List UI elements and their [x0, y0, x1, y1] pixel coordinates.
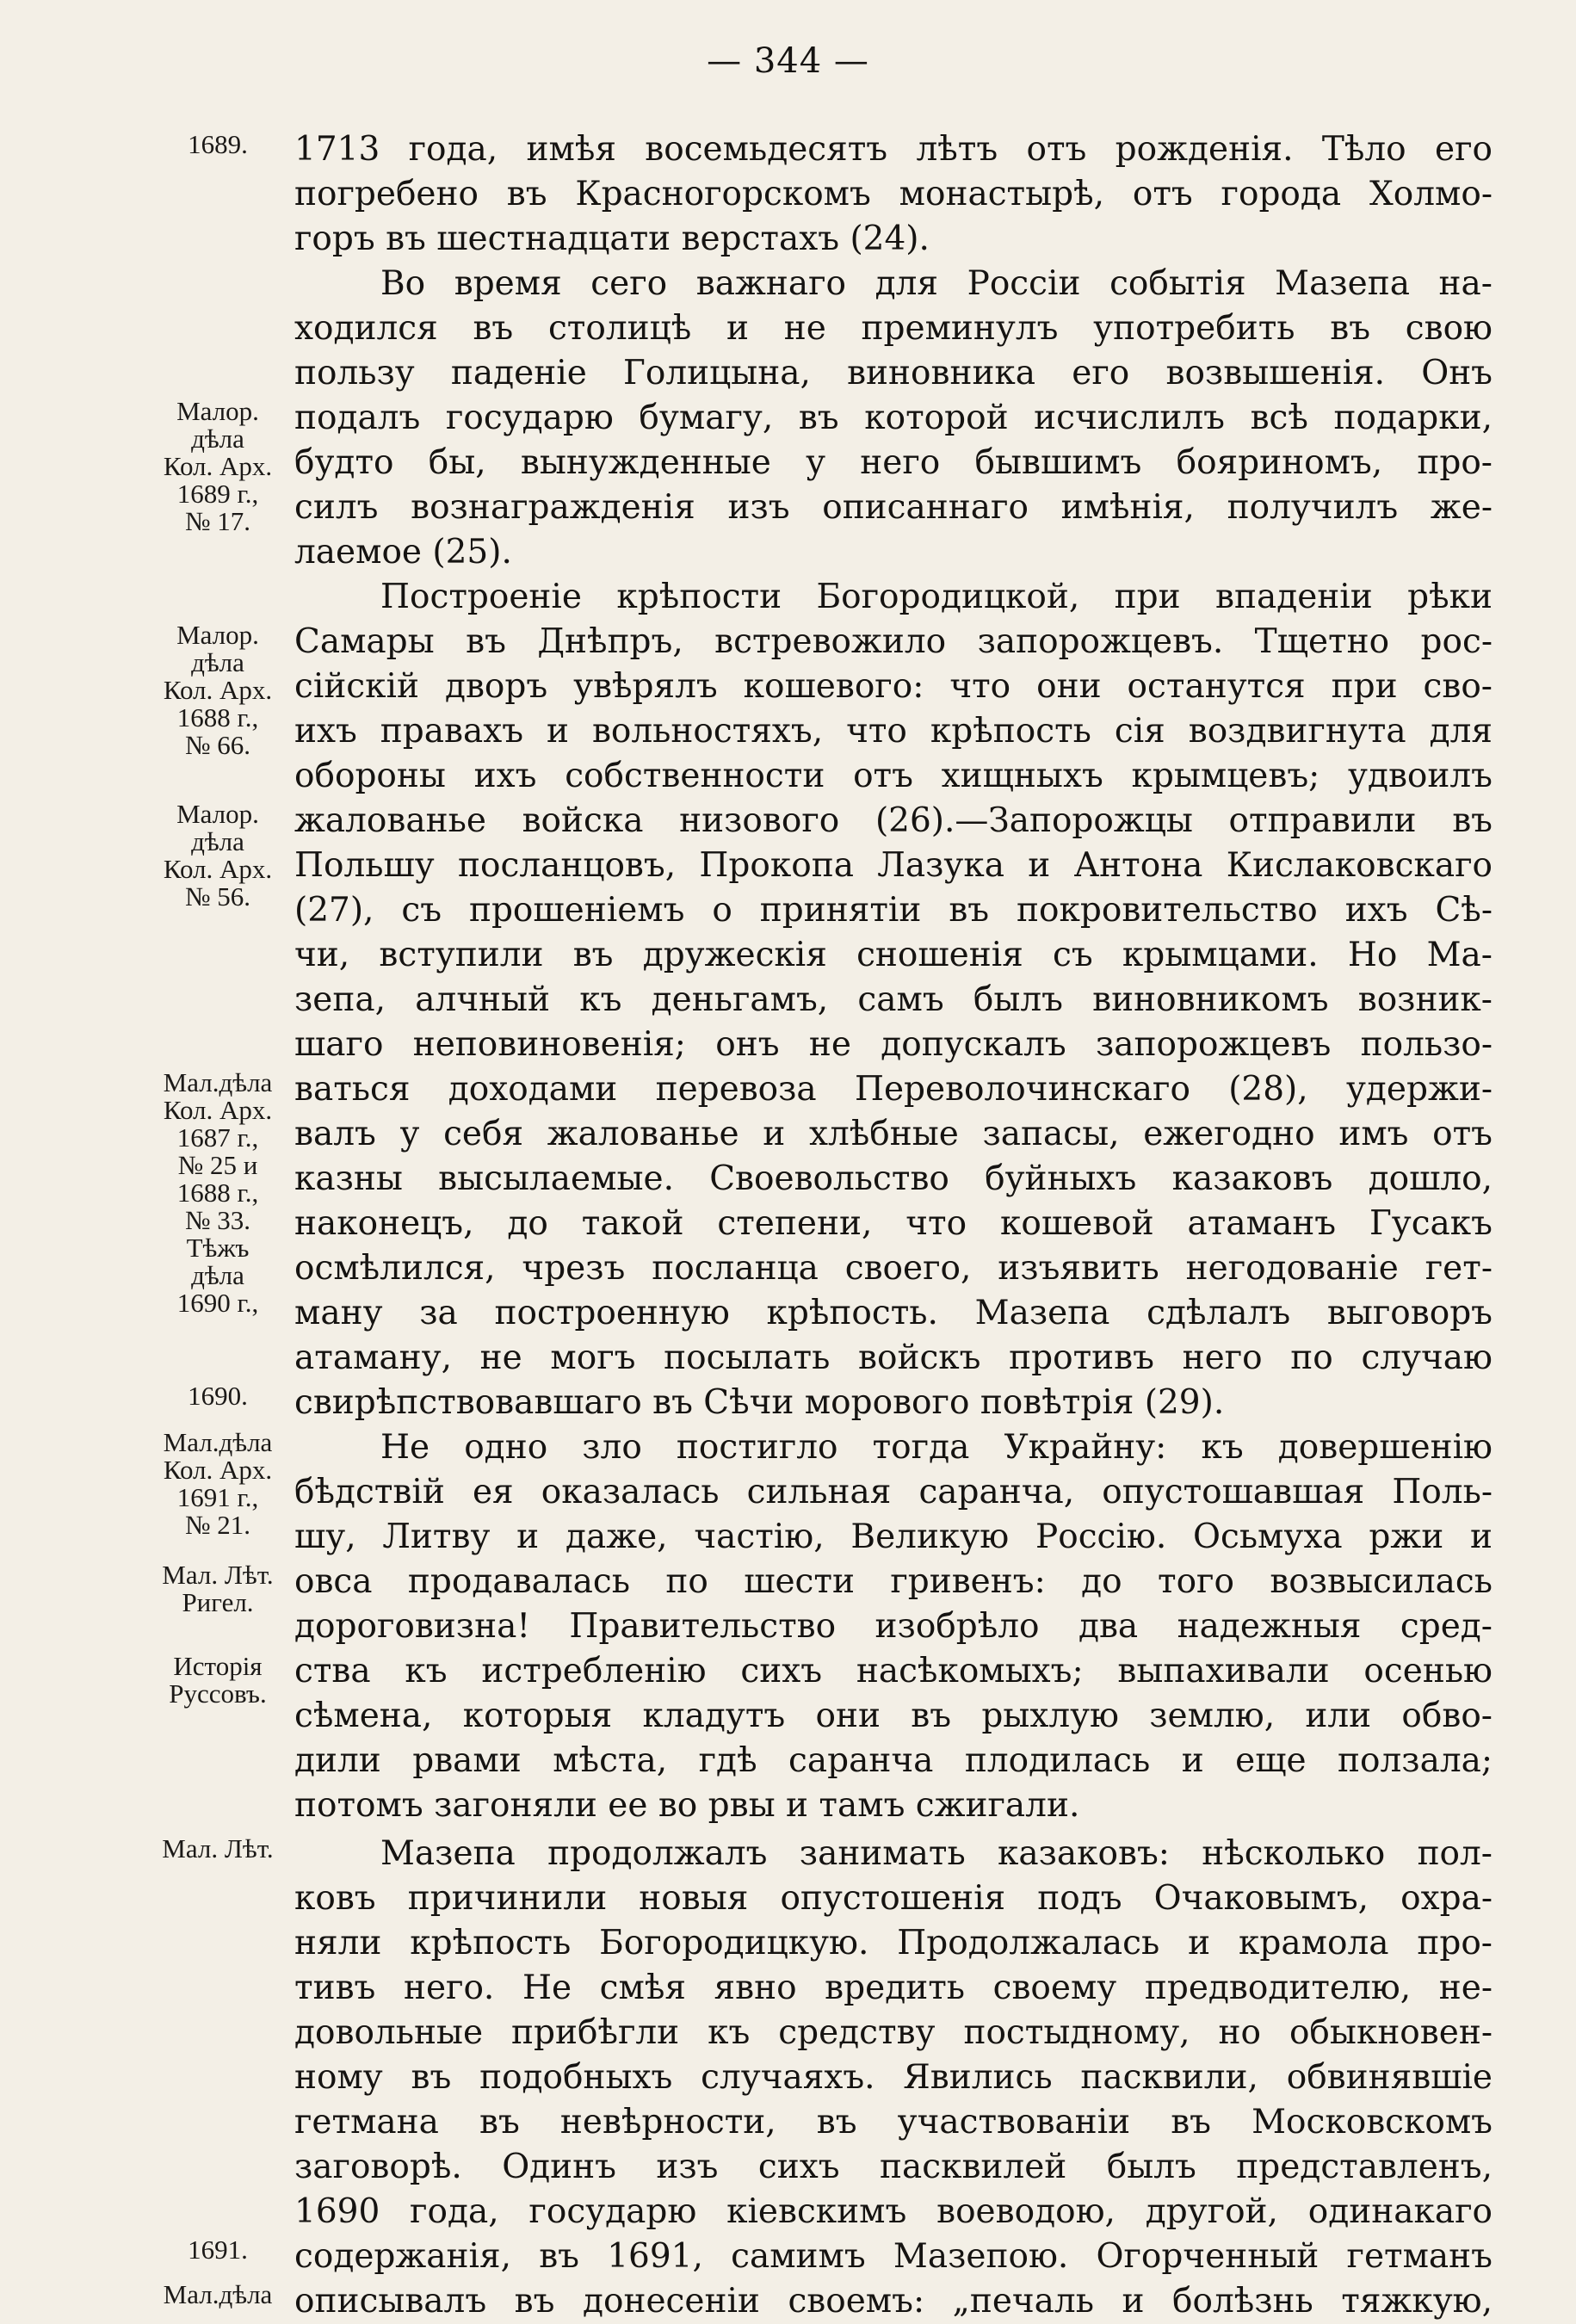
body-line: ства къ истребленію сихъ насѣкомыхъ; выпахивали осенью — [294, 1652, 1493, 1690]
margin-note-line: 1689 г., — [176, 479, 259, 509]
body-line: ману за построенную крѣпость. Мазепа сдѣлалъ выговоръ — [294, 1294, 1493, 1332]
margin-note-line: Кол. Арх. — [163, 675, 273, 705]
body-line: шу, Литву и даже, частію, Великую Россію. Осьмуха ржи и — [294, 1517, 1493, 1556]
body-line: дороговизна! Правительство изобрѣло два надежныя сред- — [294, 1607, 1493, 1646]
body-line: зепа, алчный къ деньгамъ, самъ былъ виновникомъ возник- — [294, 980, 1493, 1019]
body-line: гетмана въ невѣрности, въ участвованіи въ Московскомъ — [294, 2103, 1493, 2142]
margin-note-line: 1688 г., — [176, 1177, 259, 1208]
margin-note-line: № 66. — [184, 730, 251, 760]
margin-note — [127, 1382, 308, 1410]
body-line: погребено въ Красногорскомъ монастырѣ, отъ города Холмо- — [294, 175, 1493, 213]
body-line: шаго неповиновенія; онъ не допускалъ запорожцевъ пользо- — [294, 1025, 1493, 1064]
body-line: казны высылаемые. Своевольство буйныхъ казаковъ дошло, — [294, 1159, 1493, 1198]
margin-note-line: 1687 г., — [176, 1122, 259, 1153]
margin-note-line: 1691 г., — [176, 1482, 259, 1512]
margin-note-line: Мал.дѣла — [163, 1427, 273, 1457]
margin-note-line: 1688 г., — [176, 702, 259, 732]
body-line: чи, вступили въ дружескія сношенія съ крымцами. Но Ма- — [294, 936, 1493, 974]
body-line: сійскій дворъ увѣрялъ кошевого: что они останутся при сво- — [294, 667, 1493, 706]
margin-note — [127, 398, 308, 535]
body-line: силъ вознагражденія изъ описаннаго имѣнія, получилъ же- — [294, 488, 1493, 527]
margin-note-line: дѣла — [191, 1260, 244, 1290]
margin-note-line: Мал. Лѣт. — [162, 1833, 274, 1864]
body-line: 1713 года, имѣя восемьдесятъ лѣтъ отъ рожденія. Тѣло его — [294, 130, 1493, 169]
body-line: Мазепа продолжалъ занимать казаковъ: нѣсколько пол- — [380, 1834, 1493, 1873]
body-line: Во время сего важнаго для Россіи событія Мазепа на- — [380, 264, 1493, 303]
margin-note-line: № 21. — [184, 1510, 251, 1540]
margin-note — [127, 621, 308, 759]
body-line: содержанія, въ 1691, самимъ Мазепою. Огорченный гетманъ — [294, 2237, 1493, 2276]
body-line: обороны ихъ собственности отъ хищныхъ крымцевъ; удвоилъ — [294, 757, 1493, 795]
page-number: — 344 — — [707, 41, 869, 81]
body-line: горъ въ шестнадцати верстахъ (24). — [294, 219, 930, 258]
body-line: свирѣпствовавшаго въ Сѣчи морового повѣтрія (29). — [294, 1383, 1225, 1422]
margin-note — [127, 1835, 308, 1863]
body-line: довольные прибѣгли къ средству постыдному, но обыкновен- — [294, 2013, 1493, 2052]
body-line: будто бы, вынужденные у него бывшимъ бояриномъ, про- — [294, 443, 1493, 482]
margin-note-line: Ригел. — [182, 1587, 254, 1617]
body-line: (27), съ прошеніемъ о принятіи въ покровительство ихъ Сѣ- — [294, 891, 1493, 930]
margin-note-line: 1691. — [188, 2234, 248, 2265]
margin-note-line: 1690. — [188, 1381, 248, 1411]
margin-note — [127, 1069, 308, 1317]
margin-note-line: Кол. Арх. — [163, 1095, 273, 1125]
margin-note-line: 1690 г., — [176, 1288, 259, 1318]
margin-note-line: Малор. — [176, 620, 259, 650]
body-line: ваться доходами перевоза Переволочинскаго (28), удержи- — [294, 1070, 1493, 1109]
margin-note-line: № 17. — [184, 506, 251, 536]
margin-note-line: Малор. — [176, 396, 259, 426]
margin-note-line: дѣла — [191, 826, 244, 856]
margin-note-line: Малор. — [176, 799, 259, 829]
margin-note-line: Мал.дѣла — [163, 1067, 273, 1097]
body-line: лаемое (25). — [294, 533, 512, 572]
margin-note-line: Руссовъ. — [169, 1678, 267, 1709]
margin-note-line: Мал.дѣла — [163, 2279, 273, 2309]
margin-note-line: Кол. Арх. — [163, 854, 273, 884]
body-line: заговорѣ. Одинъ изъ сихъ пасквилей былъ представленъ, — [294, 2148, 1493, 2186]
body-line: Самары въ Днѣпръ, встревожило запорожцевъ. Тщетно рос- — [294, 622, 1493, 661]
margin-note-line: № 25 и — [177, 1150, 258, 1180]
body-line: потомъ загоняли ее во рвы и тамъ сжигали. — [294, 1786, 1080, 1825]
body-line: жалованье войска низового (26).—Запорожцы отправили въ — [294, 801, 1493, 840]
body-line: овса продавалась по шести гривенъ: до того возвысилась — [294, 1562, 1493, 1601]
margin-note-line: Тѣжъ — [186, 1233, 250, 1263]
body-line: 1690 года, государю кіевскимъ воеводою, другой, одинакаго — [294, 2192, 1493, 2231]
margin-note — [127, 2236, 308, 2264]
body-line: пользу паденіе Голицына, виновника его возвышенія. Онъ — [294, 354, 1493, 392]
body-line: Не одно зло постигло тогда Украйну: къ довершенію — [380, 1428, 1493, 1467]
margin-note-line: № 56. — [184, 881, 251, 912]
body-line: описывалъ въ донесеніи своемъ: „печаль и болѣзнь тяжкую, — [294, 2282, 1493, 2321]
body-line: атаману, не могъ посылать войскъ противъ него по случаю — [294, 1338, 1493, 1377]
margin-note — [127, 800, 308, 911]
body-line: ному въ подобныхъ случаяхъ. Явились пасквили, обвинявшіе — [294, 2058, 1493, 2097]
body-line: тивъ него. Не смѣя явно вредить своему предводителю, не- — [294, 1969, 1493, 2007]
margin-note-line: Кол. Арх. — [163, 1455, 273, 1485]
margin-note — [127, 1653, 308, 1708]
margin-note-line: Кол. Арх. — [163, 451, 273, 481]
body-line: няли крѣпость Богородицкую. Продолжалась и крамола про- — [294, 1924, 1493, 1962]
margin-note-line: дѣла — [191, 423, 244, 454]
body-line: Построеніе крѣпости Богородицкой, при впаденіи рѣки — [380, 578, 1493, 616]
margin-note — [127, 1561, 308, 1616]
margin-note-line: Исторія — [173, 1651, 263, 1681]
margin-note-line: 1689. — [188, 129, 248, 159]
body-line: ковъ причинили новыя опустошенія подъ Очаковымъ, охра- — [294, 1879, 1493, 1918]
body-line: валъ у себя жалованье и хлѣбные запасы, ежегодно имъ отъ — [294, 1115, 1493, 1153]
margin-note — [127, 1429, 308, 1539]
body-line: ходился въ столицѣ и не преминулъ употребить въ свою — [294, 309, 1493, 348]
margin-note-line: Мал. Лѣт. — [162, 1560, 274, 1590]
margin-note — [127, 2281, 308, 2309]
margin-note-line: № 33. — [184, 1205, 251, 1235]
body-line: Польшу посланцовъ, Прокопа Лазука и Антона Кислаковскаго — [294, 846, 1493, 885]
body-line: ихъ правахъ и вольностяхъ, что крѣпость сія воздвигнута для — [294, 712, 1493, 751]
body-line: бѣдствій ея оказалась сильная саранча, опустошавшая Поль- — [294, 1473, 1493, 1511]
body-line: сѣмена, которыя кладутъ они въ рыхлую землю, или обво- — [294, 1697, 1493, 1735]
margin-note-line: дѣла — [191, 647, 244, 677]
margin-note — [127, 131, 308, 158]
body-line: подалъ государю бумагу, въ которой исчислилъ всѣ подарки, — [294, 399, 1493, 437]
body-line: наконецъ, до такой степени, что кошевой атаманъ Гусакъ — [294, 1204, 1493, 1243]
body-line: осмѣлился, чрезъ посланца своего, изъявить негодованіе гет- — [294, 1249, 1493, 1288]
body-line: дили рвами мѣста, гдѣ саранча плодилась и еще ползала; — [294, 1741, 1493, 1780]
